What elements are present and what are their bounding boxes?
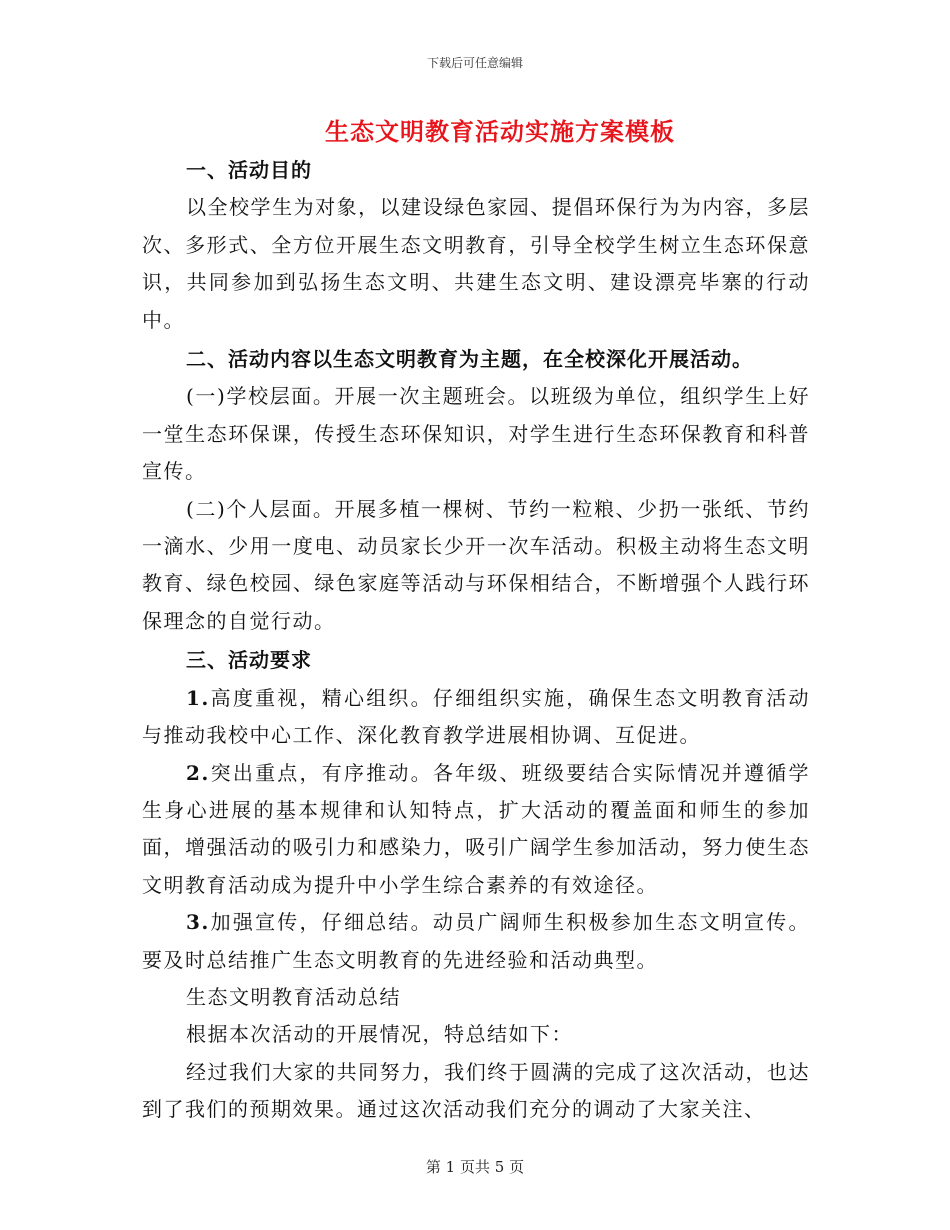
requirement-number: 2. (186, 760, 210, 785)
requirement-number: 1. (186, 685, 210, 710)
page-number: 第 1 页共 5 页 (425, 1158, 525, 1176)
requirement-item-2 (142, 755, 810, 905)
document-title: 生态文明教育活动实施方案模板 (325, 117, 675, 146)
requirement-item-3 (142, 904, 810, 979)
requirement-item-1 (142, 680, 810, 755)
summary-intro: 根据本次活动的开展情况，特总结如下： (186, 1022, 573, 1047)
paragraph-school-level: (一)学校层面。开展一次主题班会。以班级为单位，组织学生上好一堂生态环保课，传授生态环保知识，对学生进行生态环保教育和科普宣传。 (142, 384, 810, 484)
summary-paragraph: 经过我们大家的共同努力，我们终于圆满的完成了这次活动，也达到了我们的预期效果。通过这次活动我们充分的调动了大家关注、 (142, 1059, 810, 1122)
paragraph-purpose: 以全校学生为对象，以建设绿色家园、提倡环保行为为内容，多层次、多形式、全方位开展生态文明教育，引导全校学生树立生态环保意识，共同参加到弘扬生态文明、共建生态文明、建设漂亮毕寨的行动中。 (142, 195, 810, 332)
requirement-text: 突出重点，有序推动。各年级、班级要结合实际情况并遵循学生身心进展的基本规律和认知特点，扩大活动的覆盖面和师生的参加面，增强活动的吸引力和感染力，吸引广阔学生参加活动，努力使生态文明教育活动成为提升中小学生综合素养的有效途径。 (142, 760, 810, 897)
section-heading-requirements: 三、活动要求 (186, 648, 312, 673)
requirement-text: 加强宣传，仔细总结。动员广阔师生积极参加生态文明宣传。要及时总结推广生态文明教育的先进经验和活动典型。 (142, 910, 810, 972)
document-body (142, 152, 810, 1129)
requirement-number: 3. (186, 910, 210, 935)
summary-title: 生态文明教育活动总结 (186, 984, 401, 1009)
section-heading-purpose: 一、活动目的 (186, 158, 312, 182)
requirement-text: 高度重视，精心组织。仔细组织实施，确保生态文明教育活动与推动我校中心工作、深化教育教学进展相协调、互促进。 (142, 685, 810, 748)
paragraph-personal-level: (二)个人层面。开展多植一棵树、节约一粒粮、少扔一张纸、节约一滴水、少用一度电、动员家长少开一次车活动。积极主动将生态文明教育、绿色校园、绿色家庭等活动与环保相结合，不断增强个人践行环保理念的自觉行动。 (142, 496, 810, 633)
header-note: 下载后可任意编辑 (426, 56, 523, 70)
section-heading-content: 二、活动内容以生态文明教育为主题，在全校深化开展活动。 (186, 347, 753, 372)
